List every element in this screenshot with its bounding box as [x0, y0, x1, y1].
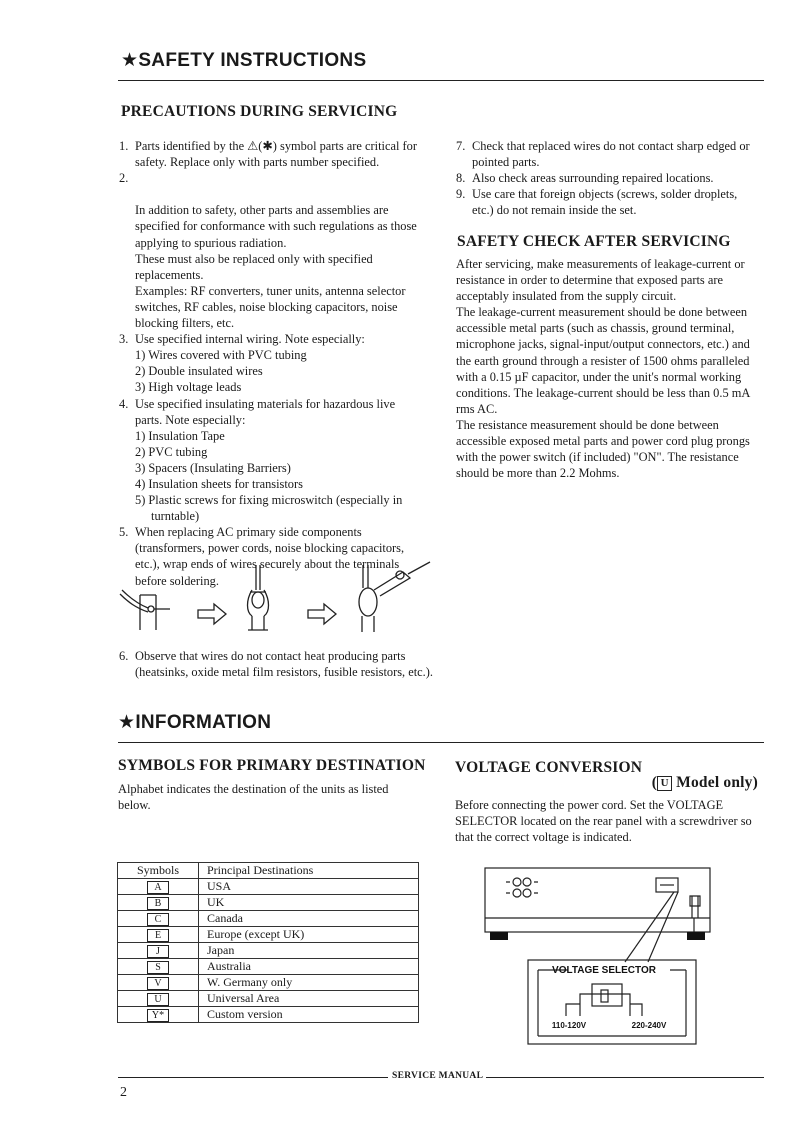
table-row	[118, 926, 419, 942]
symbol-code: S	[147, 961, 169, 974]
symbols-intro: Alphabet indicates the destination of the units as listed below.	[118, 782, 389, 813]
rca-jacks-icon	[506, 878, 538, 897]
voltage-body: Before connecting the power cord. Set the VOLTAGE SELECTOR located on the rear panel with a screwdriver so that the correct voltage is indicated.	[455, 798, 752, 845]
destination-cell: USA	[199, 878, 419, 894]
power-cord-icon	[690, 896, 700, 918]
table-header-row	[118, 863, 419, 879]
symbol-code: B	[147, 897, 169, 910]
footer-rule-left	[118, 1077, 388, 1078]
arrow-right-icon	[198, 604, 226, 624]
precaution-item-4: 4. Use specified insulating materials for hazardous live parts. Note especially: 1) Insulation Tape 2) PVC tubing 3) Spacers (Insulating Barriers) 4) Insulation sheets for transistors 5) Plastic screws for fixing microswitch (especially in turntable)	[119, 396, 425, 525]
information-title: ★INFORMATION	[118, 712, 272, 733]
symbol-code: E	[147, 929, 169, 942]
symbols-heading: SYMBOLS FOR PRIMARY DESTINATION	[118, 757, 426, 774]
table-row	[118, 1006, 419, 1022]
precaution-item-8: 8. Also check areas surrounding repaired locations.	[456, 171, 714, 186]
voltage-model-note: ( U Model only)	[651, 774, 758, 791]
precaution-item-9: 9. Use care that foreign objects (screws, solder droplets, etc.) do not remain inside the set.	[456, 187, 738, 218]
soldering-icon	[359, 562, 430, 632]
footer-rule-right	[486, 1077, 764, 1078]
precaution-item-1: 1. Parts identified by the ⚠(✱) symbol parts are critical for safety. Replace only with parts number specified.	[119, 139, 417, 170]
sublist-item: 2) PVC tubing	[135, 444, 208, 459]
precautions-right-column	[456, 138, 762, 218]
footer-label: SERVICE MANUAL	[392, 1071, 484, 1081]
precaution-item-3: 3. Use specified internal wiring. Note especially: 1) Wires covered with PVC tubing 2) Double insulated wires 3) High voltage leads	[119, 331, 425, 395]
destination-cell: Universal Area	[199, 990, 419, 1006]
destination-cell: Custom version	[199, 1006, 419, 1022]
wiring-sublist	[135, 347, 425, 395]
terminal-before-icon	[120, 590, 170, 630]
sublist-item: 4) Insulation sheets for transistors	[135, 476, 303, 491]
safety-check-paragraph: The resistance measurement should be done between accessible exposed metal parts and power cord plug prongs with the power switch (if included) "ON". The resistance should be more than 2.2 Mohms.	[456, 417, 750, 481]
symbol-code: V	[147, 977, 169, 990]
precaution-item-7: 7. Check that replaced wires do not contact sharp edged or pointed parts.	[456, 139, 750, 170]
information-rule	[118, 742, 764, 743]
terminal-wrapped-icon	[248, 565, 269, 630]
symbol-code: U	[147, 993, 169, 1006]
arrow-right-icon	[308, 604, 336, 624]
table-row	[118, 958, 419, 974]
sublist-item: 1) Insulation Tape	[135, 428, 225, 443]
table-row	[118, 878, 419, 894]
destination-cell: UK	[199, 894, 419, 910]
model-code-box: U	[657, 776, 672, 791]
precaution-item-6: 6. Observe that wires do not contact heat producing parts (heatsinks, oxide metal film resistors, fusible resistors, etc.).	[119, 649, 433, 680]
safety-check-body	[456, 256, 762, 481]
sublist-item: 3) High voltage leads	[135, 380, 242, 395]
destination-cell: Europe (except UK)	[199, 926, 419, 942]
column-header-destinations: Principal Destinations	[199, 863, 419, 879]
table-row	[118, 990, 419, 1006]
precautions-heading: PRECAUTIONS DURING SERVICING	[121, 103, 398, 120]
left-voltage-label: 110-120V	[551, 1021, 587, 1030]
precaution-item-5: 5. When replacing AC primary side components (transformers, power cords, noise blocking capacitors, etc.), wrap ends of wires securely about the terminals before soldering.	[119, 525, 405, 588]
sublist-item: 1) Wires covered with PVC tubing	[135, 348, 307, 363]
precautions-left-column	[119, 138, 425, 589]
voltage-heading: VOLTAGE CONVERSION	[455, 759, 643, 776]
safety-check-heading: SAFETY CHECK AFTER SERVICING	[457, 233, 731, 250]
wire-wrapping-illustration	[118, 560, 438, 640]
right-voltage-label: 220-240V	[631, 1021, 667, 1030]
foot-left	[490, 932, 508, 940]
destination-cell: Japan	[199, 942, 419, 958]
sublist-item: 2) Double insulated wires	[135, 364, 263, 379]
symbol-code: C	[147, 913, 169, 926]
destination-cell: Australia	[199, 958, 419, 974]
table-row	[118, 974, 419, 990]
symbol-code: J	[147, 945, 169, 958]
foot-right	[687, 932, 705, 940]
page-number: 2	[120, 1085, 127, 1100]
sublist-item: 3) Spacers (Insulating Barriers)	[135, 460, 291, 475]
table-row	[118, 910, 419, 926]
title-rule	[118, 80, 764, 81]
symbol-code: A	[147, 881, 169, 894]
destination-cell: W. Germany only	[199, 974, 419, 990]
insulation-sublist	[135, 428, 425, 525]
voltage-selector-label: VOLTAGE SELECTOR	[552, 965, 656, 976]
rear-panel-illustration	[480, 860, 720, 1050]
symbol-code: Y*	[147, 1009, 169, 1022]
page-title: ★SAFETY INSTRUCTIONS	[121, 50, 367, 71]
table-row	[118, 894, 419, 910]
table-row	[118, 942, 419, 958]
safety-check-paragraph: The leakage-current measurement should be done between accessible metal parts (such as chassis, ground terminal, microphone jacks, signal-input/output connectors, etc.) and the earth ground through a resister of 1500 ohms paralleled with a 0.15 µF capacitor, under the unit's normal working conditions. The leakage-current should be less than 0.5 mA rms AC.	[456, 305, 750, 416]
destinations-table	[117, 862, 419, 1023]
safety-check-paragraph: After servicing, make measurements of leakage-current or resistance in order to determine that exposed parts are acceptably insulated from the supply circuit.	[456, 257, 745, 304]
sublist-item: 5) Plastic screws for fixing microswitch (especially in turntable)	[135, 493, 403, 524]
precaution-item-2: 2. In addition to safety, other parts and assemblies are specified for conformance with such regulations as those applying to spurious radiation. These must also be replaced only with specified replacements. Examples: RF converters, tuner units, antenna selector switches, RF cables, noise blocking capacitors, noise blocking filters, etc.	[119, 171, 417, 331]
destination-cell: Canada	[199, 910, 419, 926]
column-header-symbols: Symbols	[118, 863, 199, 879]
